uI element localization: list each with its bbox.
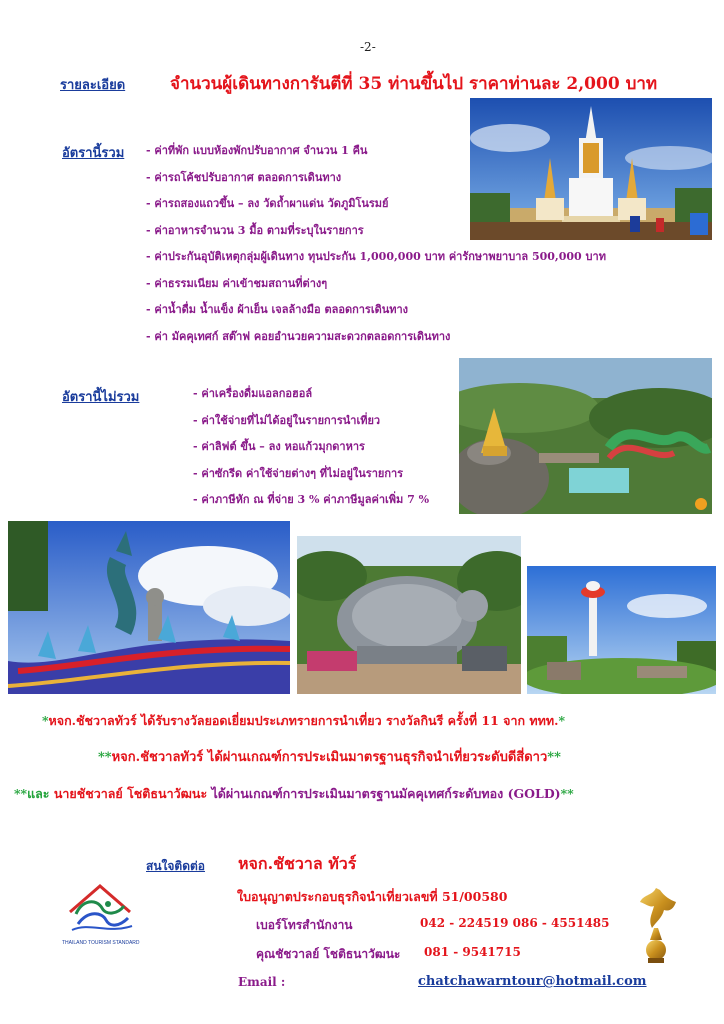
award-mark: ** [98, 750, 112, 765]
contact-label: สนใจติดต่อ [146, 859, 206, 873]
award-mark: * [42, 713, 49, 728]
office-phone-label: เบอร์โทรสำนักงาน [256, 918, 353, 932]
email-link[interactable]: chatchawarntour@hotmail.com [418, 974, 647, 989]
office-phone-numbers: 042 - 224519 086 - 4551485 [420, 916, 610, 930]
license-number: ใบอนุญาตประกอบธุรกิจนำเที่ยวเลขที่ 51/00580 [237, 889, 508, 904]
excluded-item: - ค่าเครื่องดื่มแอลกอฮอล์ [193, 387, 313, 400]
award-line-kinnaree [42, 711, 565, 731]
award-four-star-text: หจก.ชัชวาลทัวร์ ได้ผ่านเกณฑ์การประเมินมาตรฐานธุรกิจนำเที่ยวระดับดีสี่ดาว [111, 750, 548, 765]
email-label: Email : [238, 975, 286, 989]
kinnaree-award-trophy-icon [634, 882, 680, 964]
award-line-four-star [98, 746, 561, 767]
aerial-temple-photo [459, 358, 712, 514]
included-item: - ค่าอาหารจำนวน 3 มื้อ ตามที่ระบุในรายการ [146, 223, 364, 237]
excluded-item: - ค่าภาษีหัก ณ ที่จ่าย 3 % ค่าภาษีมูลค่าเพิ่ม 7 % [193, 493, 430, 506]
award-kinnaree-text: หจก.ชัชวาลทัวร์ ได้รับรางวัลยอดเยี่ยมประเภทรายการนำเที่ยว รางวัลกินรี ครั้งที่ 11 จาก ททท. [48, 713, 559, 728]
award-gold-text: ได้ผ่านเกณฑ์การประเมินมาตรฐานมัคคุเทศก์ระดับทอง (GOLD) [207, 786, 561, 801]
tourism-standard-logo [62, 880, 138, 946]
included-item: - ค่ารถสองแถวขึ้น – ลง วัดถ้ำผาแด่น วัดภูมิโนรมย์ [146, 197, 389, 210]
company-name: หจก.ชัชวาล ทัวร์ [238, 854, 357, 873]
included-item: - ค่า มัคคุเทศก์ สต๊าฟ คอยอำนวยความสะดวกตลอดการเดินทาง [146, 329, 451, 343]
excluded-list [193, 384, 429, 517]
excluded-label: อัตรานี้ไม่รวม [62, 390, 140, 405]
headline-price: จำนวนผู้เดินทางการันตีที่ 35 ท่านขึ้นไป ราคาท่านละ 2,000 บาท [170, 74, 658, 94]
excluded-item: - ค่าลิฟต์ ขึ้น – ลง หอแก้วมุกดาหาร [193, 440, 365, 453]
guide-name: นายชัชวาลย์ โชติธนาวัฒนะ [53, 786, 208, 801]
mukdahan-tower-photo [527, 566, 716, 694]
details-label: รายละเอียด [60, 78, 126, 93]
logo-caption: THAILAND TOURISM STANDARD [62, 940, 140, 946]
award-mark: ** [560, 786, 574, 801]
contact-person-name: คุณชัชวาลย์ โชติธนาวัฒนะ [256, 947, 401, 961]
excluded-item: - ค่าใช้จ่ายที่ไม่ได้อยู่ในรายการนำเที่ยว [193, 413, 381, 427]
page-number: -2- [360, 40, 376, 54]
naga-dragon-photo [8, 521, 290, 694]
included-item: - ค่ารถโค้ชปรับอากาศ ตลอดการเดินทาง [146, 170, 342, 184]
contact-person-phone: 081 - 9541715 [424, 945, 521, 959]
temple-stupa-photo [470, 98, 712, 240]
award-mark: **และ [14, 786, 54, 801]
excluded-item: - ค่าซักรีด ค่าใช้จ่ายต่างๆ ที่ไม่อยู่ในรายการ [193, 466, 404, 480]
included-item: - ค่าประกันอุบัติเหตุกลุ่มผู้เดินทาง ทุนประกัน 1,000,000 บาท ค่ารักษาพยาบาล 500,000 บาท [146, 250, 606, 263]
award-line-gold-guide [14, 784, 574, 804]
included-label: อัตรานี้รวม [62, 146, 125, 161]
giant-turtle-photo [297, 536, 521, 694]
included-item: - ค่าธรรมเนียม ค่าเข้าชมสถานที่ต่างๆ [146, 276, 328, 290]
included-item: - ค่าที่พัก แบบห้องพักปรับอากาศ จำนวน 1 คืน [146, 144, 368, 157]
tourism-standard-emblem-icon [62, 880, 138, 936]
included-item: - ค่าน้ำดื่ม น้ำแข็ง ผ้าเย็น เจลล้างมือ ตลอดการเดินทาง [146, 303, 409, 316]
award-mark: * [558, 713, 566, 728]
award-mark: ** [547, 750, 561, 765]
